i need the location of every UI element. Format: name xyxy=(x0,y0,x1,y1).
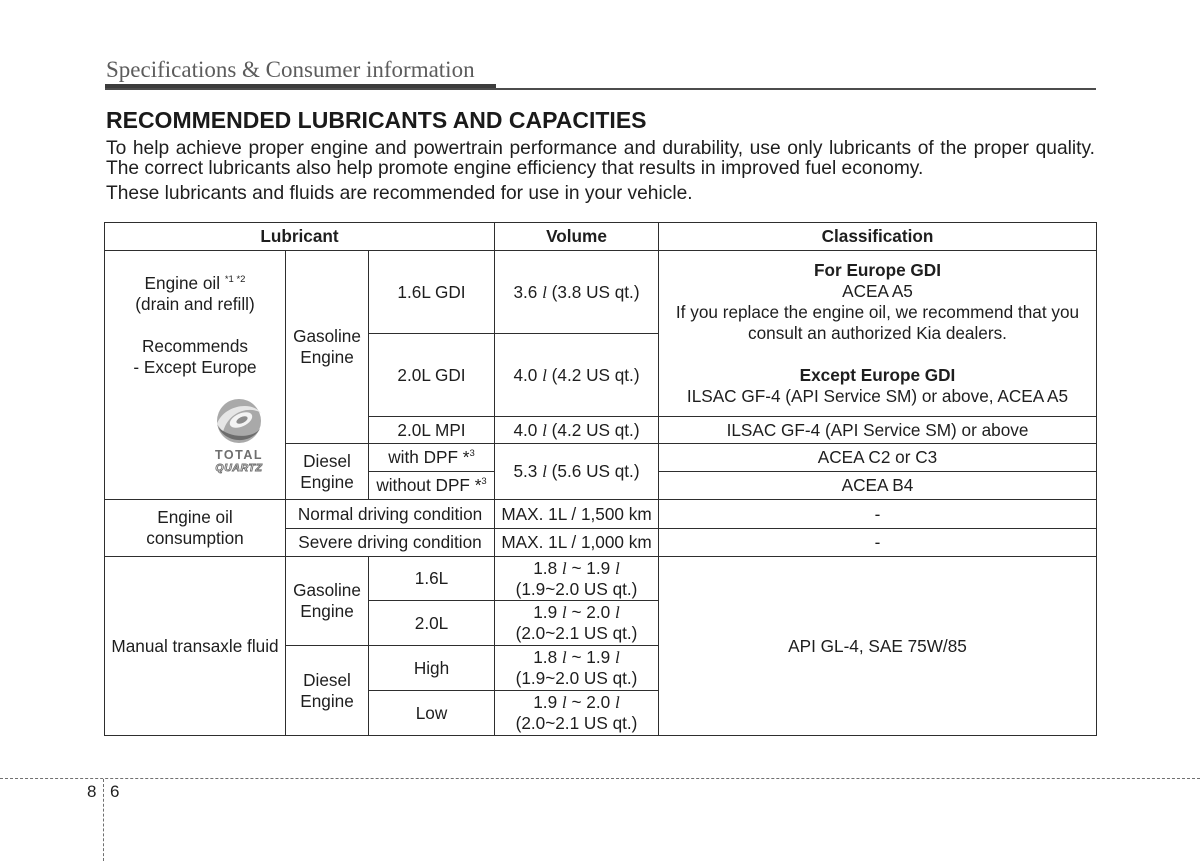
volume-us-quarts: (1.9~2.0 US qt.) xyxy=(515,578,638,599)
litre-symbol: l xyxy=(561,603,567,622)
page-number: 6 xyxy=(110,782,120,801)
engine-type-cell: 2.0L xyxy=(369,601,495,646)
volume-cell: 4.0 l (4.2 US qt.) xyxy=(495,334,659,417)
litre-symbol: l xyxy=(614,693,620,712)
table-row xyxy=(105,500,1097,529)
diesel-engine-cell: Diesel Engine xyxy=(286,646,369,736)
classification-cell: - xyxy=(659,529,1097,557)
volume-cell: 4.0 l (4.2 US qt.) xyxy=(495,417,659,444)
engine-type-cell: 1.6L GDI xyxy=(369,251,495,334)
engine-variant-cell xyxy=(369,444,495,472)
litre-symbol: l xyxy=(542,365,547,385)
footer-dashed-divider xyxy=(103,779,104,861)
volume-cell xyxy=(495,646,659,691)
volume-cell xyxy=(495,557,659,601)
gasoline-engine-cell: Gasoline Engine xyxy=(286,557,369,646)
engine-type-cell: High xyxy=(369,646,495,691)
litre-symbol: l xyxy=(542,462,547,481)
gasoline-engine-cell: Gasoline Engine xyxy=(286,251,369,444)
drain-refill-note: (drain and refill) xyxy=(135,293,255,314)
gdi-classification-cell xyxy=(659,251,1097,417)
engine-oil-label xyxy=(108,273,282,294)
footnote-ref: 3 xyxy=(469,448,475,459)
engine-oil-label-cell xyxy=(105,251,286,500)
volume-us-quarts: (1.9~2.0 US qt.) xyxy=(515,668,638,688)
volume-litres: 1.9 l ~ 2.0 l xyxy=(533,602,620,622)
engine-type-cell: 1.6L xyxy=(369,557,495,601)
volume-us-quarts: (2.0~2.1 US qt.) xyxy=(515,713,638,733)
volume-cell: MAX. 1L / 1,000 km xyxy=(495,529,659,557)
intro-paragraph: To help achieve proper engine and powertrain performance and durability, use only lubricants of the proper quality. The correct lubricants also help promote engine efficiency that results in improved fuel economy. xyxy=(106,138,1095,179)
europe-gdi-note: If you replace the engine oil, we recommend that you consult an authorized Kia dealers. xyxy=(675,302,1080,343)
header-volume: Volume xyxy=(495,223,659,251)
driving-condition-cell: Severe driving condition xyxy=(286,529,495,557)
classification-cell: API GL-4, SAE 75W/85 xyxy=(659,557,1097,736)
spacer xyxy=(662,344,1093,365)
table-row xyxy=(105,557,1097,601)
footnote-ref: 3 xyxy=(481,476,487,487)
litre-symbol: l xyxy=(561,693,567,712)
oil-consumption-label-cell: Engine oil consumption xyxy=(105,500,286,557)
logo-globe-icon xyxy=(217,399,261,443)
footer-dashed-rule xyxy=(0,778,1200,779)
table-row xyxy=(105,251,1097,334)
volume-litres: 1.9 l ~ 2.0 l xyxy=(533,692,620,712)
recommends-label: Recommends xyxy=(141,335,249,356)
manual-transaxle-label-cell: Manual transaxle fluid xyxy=(105,557,286,736)
classification-cell: ILSAC GF-4 (API Service SM) or above xyxy=(659,417,1097,444)
litre-symbol: l xyxy=(542,420,547,440)
except-europe-gdi-heading: Except Europe GDI xyxy=(799,365,956,385)
litre-symbol: l xyxy=(542,282,547,302)
volume-cell: 3.6 l (3.8 US qt.) xyxy=(495,251,659,334)
chapter-number: 8 xyxy=(87,782,97,801)
table-header-row xyxy=(105,223,1097,251)
header-lubricant: Lubricant xyxy=(105,223,495,251)
volume-cell: MAX. 1L / 1,500 km xyxy=(495,500,659,529)
engine-variant-label: without DPF * xyxy=(376,475,482,495)
litre-symbol: l xyxy=(614,648,620,667)
logo-product-text: QUARTZ xyxy=(215,461,263,474)
litre-symbol: l xyxy=(561,558,567,578)
volume-us-quarts: (2.0~2.1 US qt.) xyxy=(515,623,638,643)
classification-cell: ACEA B4 xyxy=(659,472,1097,500)
except-europe-label: - Except Europe xyxy=(133,356,257,377)
footnote-refs: *1 *2 xyxy=(224,273,246,285)
volume-cell xyxy=(495,691,659,736)
classification-cell: - xyxy=(659,500,1097,529)
spacer xyxy=(108,315,282,336)
litre-symbol: l xyxy=(614,558,620,578)
classification-cell: ACEA C2 or C3 xyxy=(659,444,1097,472)
except-europe-gdi-spec: ILSAC GF-4 (API Service SM) or above, ACEA A5 xyxy=(686,386,1069,406)
litre-symbol: l xyxy=(614,603,620,622)
engine-type-cell: 2.0L MPI xyxy=(369,417,495,444)
europe-gdi-heading: For Europe GDI xyxy=(813,260,941,280)
header-classification: Classification xyxy=(659,223,1097,251)
driving-condition-cell: Normal driving condition xyxy=(286,500,495,529)
total-quartz-logo xyxy=(211,398,267,478)
engine-oil-title: Engine oil xyxy=(144,272,221,293)
volume-litres: 1.8 l ~ 1.9 l xyxy=(533,647,620,667)
litre-symbol: l xyxy=(561,648,567,667)
volume-cell xyxy=(495,601,659,646)
volume-litres: 1.8 l ~ 1.9 l xyxy=(533,557,620,578)
volume-cell: 5.3 l (5.6 US qt.) xyxy=(495,444,659,500)
lubricants-capacities-table xyxy=(104,222,1097,736)
section-title: Specifications & Consumer information xyxy=(106,57,475,82)
engine-type-cell: 2.0L GDI xyxy=(369,334,495,417)
diesel-engine-cell: Diesel Engine xyxy=(286,444,369,500)
engine-type-cell: Low xyxy=(369,691,495,736)
page-title: RECOMMENDED LUBRICANTS AND CAPACITIES xyxy=(106,107,647,133)
header-rule-thin xyxy=(105,88,1096,90)
intro-note: These lubricants and fluids are recommended for use in your vehicle. xyxy=(106,183,693,204)
engine-variant-cell xyxy=(369,472,495,500)
logo-brand-text: TOTAL xyxy=(214,447,264,462)
europe-gdi-spec: ACEA A5 xyxy=(842,281,913,301)
engine-variant-label: with DPF * xyxy=(388,447,470,467)
